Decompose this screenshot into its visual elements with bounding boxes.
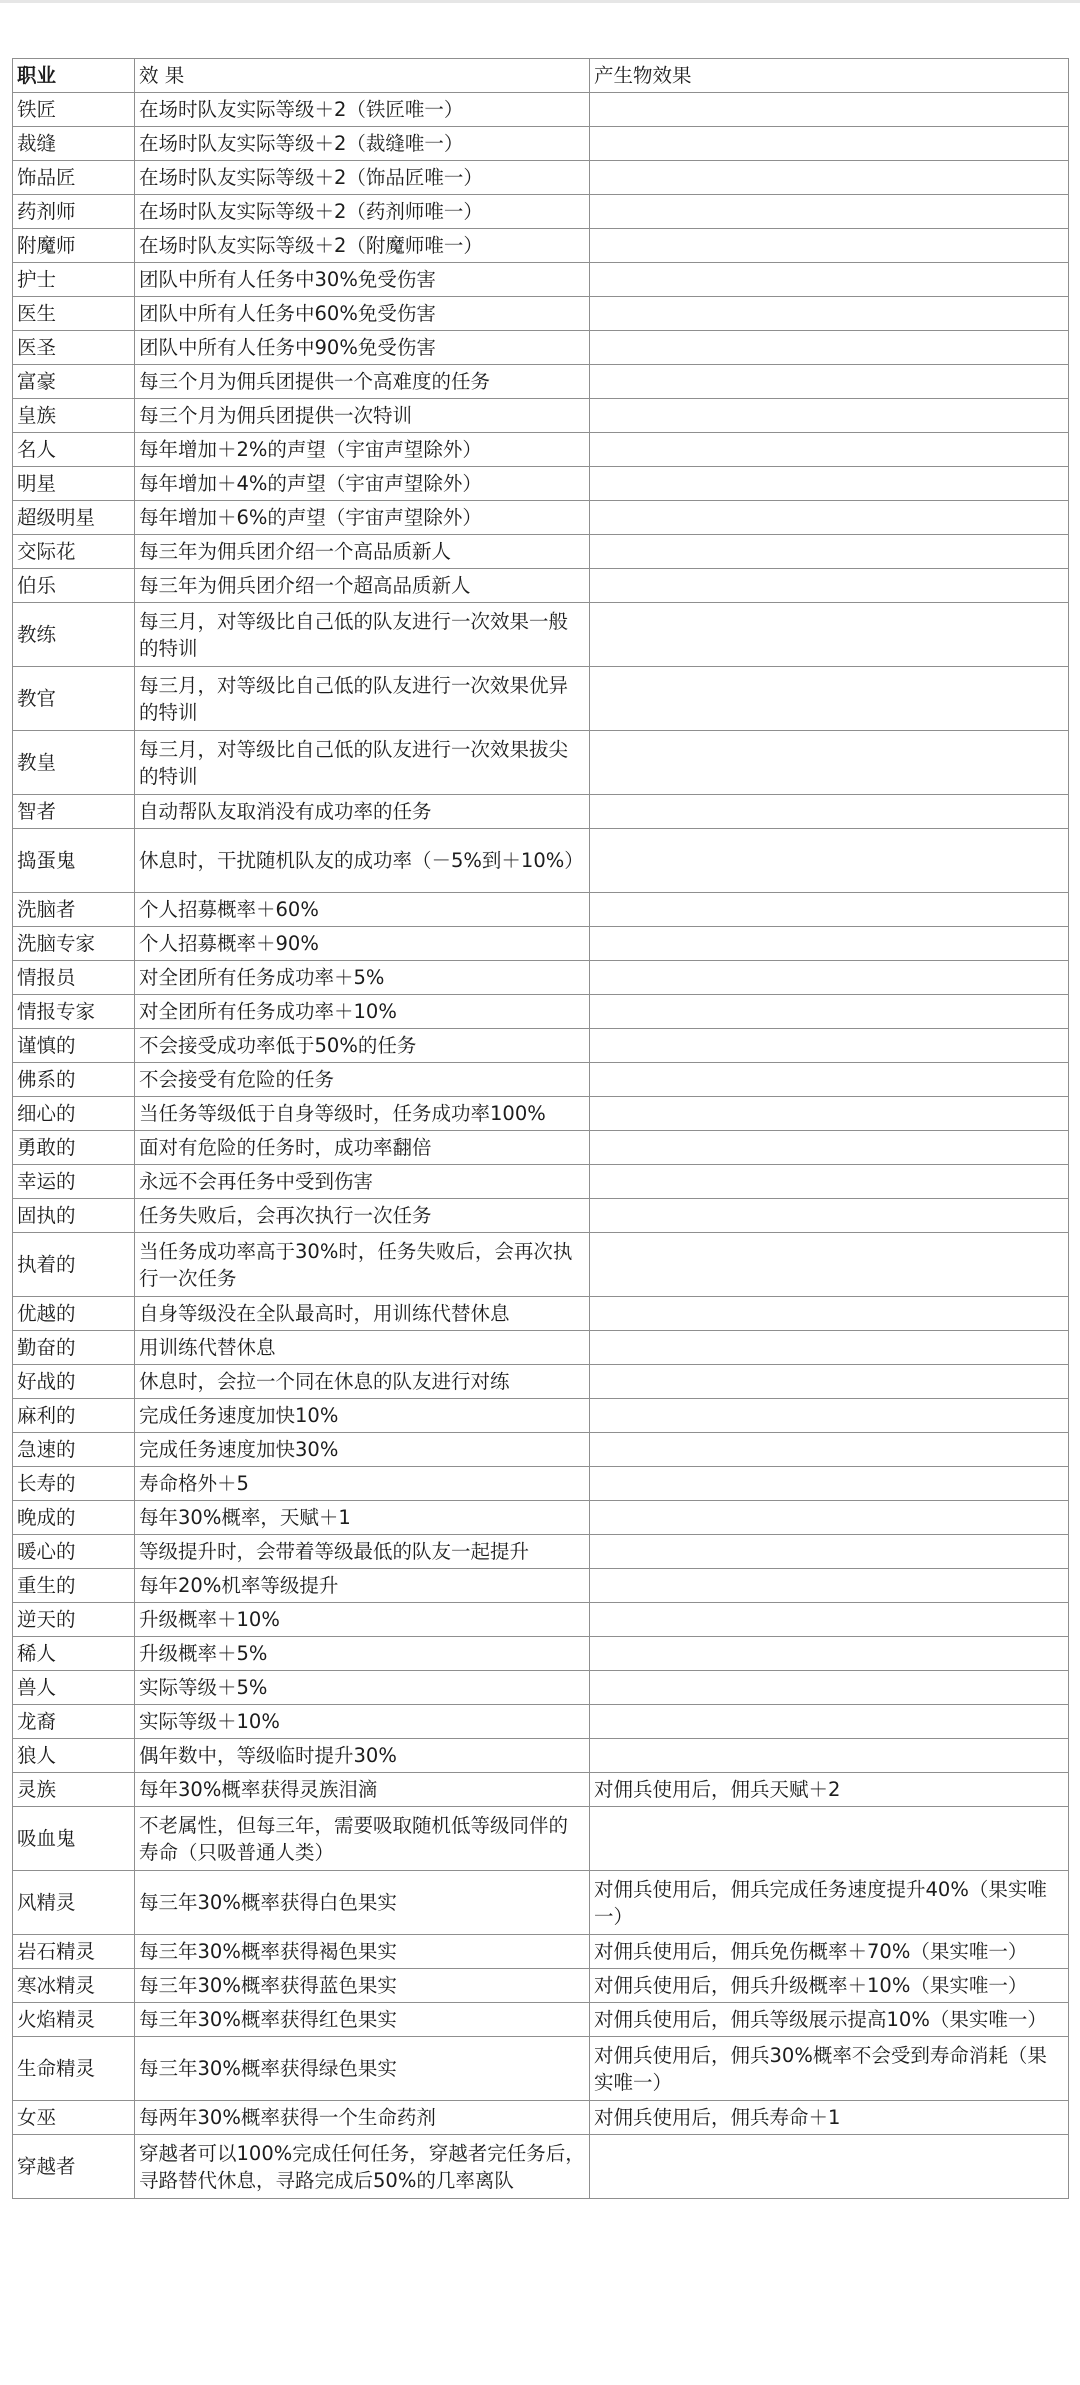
table-row (13, 535, 1069, 569)
table-row (13, 501, 1069, 535)
cell-product (590, 1029, 1069, 1063)
cell-job: 皇族 (13, 399, 135, 433)
table-row (13, 1871, 1069, 1935)
cell-product (590, 961, 1069, 995)
cell-effect: 在场时队友实际等级＋2（铁匠唯一） (135, 93, 590, 127)
table-row (13, 1097, 1069, 1131)
cell-job: 重生的 (13, 1569, 135, 1603)
cell-effect: 团队中所有人任务中60%免受伤害 (135, 297, 590, 331)
cell-effect: 在场时队友实际等级＋2（附魔师唯一） (135, 229, 590, 263)
cell-job: 固执的 (13, 1199, 135, 1233)
cell-product (590, 1433, 1069, 1467)
cell-product (590, 1603, 1069, 1637)
table-row (13, 195, 1069, 229)
cell-effect: 自身等级没在全队最高时，用训练代替休息 (135, 1297, 590, 1331)
cell-effect: 每年增加＋6%的声望（宇宙声望除外） (135, 501, 590, 535)
table-row (13, 667, 1069, 731)
cell-effect: 任务失败后，会再次执行一次任务 (135, 1199, 590, 1233)
cell-effect: 升级概率＋10% (135, 1603, 590, 1637)
cell-product (590, 1637, 1069, 1671)
table-row (13, 1297, 1069, 1331)
cell-effect: 偶年数中，等级临时提升30% (135, 1739, 590, 1773)
cell-effect: 每年增加＋4%的声望（宇宙声望除外） (135, 467, 590, 501)
table-row (13, 1569, 1069, 1603)
cell-job: 长寿的 (13, 1467, 135, 1501)
table-body (13, 93, 1069, 2199)
cell-effect: 在场时队友实际等级＋2（饰品匠唯一） (135, 161, 590, 195)
cell-effect: 每三月，对等级比自己低的队友进行一次效果一般的特训 (135, 603, 590, 667)
cell-product (590, 893, 1069, 927)
cell-job: 执着的 (13, 1233, 135, 1297)
table-row (13, 731, 1069, 795)
table-row (13, 2037, 1069, 2101)
cell-effect: 寿命格外＋5 (135, 1467, 590, 1501)
cell-effect: 团队中所有人任务中90%免受伤害 (135, 331, 590, 365)
table-row (13, 995, 1069, 1029)
cell-effect: 休息时，会拉一个同在休息的队友进行对练 (135, 1365, 590, 1399)
cell-product (590, 995, 1069, 1029)
cell-product (590, 731, 1069, 795)
table-row (13, 1165, 1069, 1199)
cell-job: 洗脑者 (13, 893, 135, 927)
cell-effect: 面对有危险的任务时，成功率翻倍 (135, 1131, 590, 1165)
cell-effect: 每三年为佣兵团介绍一个高品质新人 (135, 535, 590, 569)
table-row (13, 1467, 1069, 1501)
table-row (13, 569, 1069, 603)
table-row (13, 1199, 1069, 1233)
table-row (13, 1131, 1069, 1165)
cell-effect: 每年30%概率，天赋＋1 (135, 1501, 590, 1535)
cell-job: 好战的 (13, 1365, 135, 1399)
cell-job: 医生 (13, 297, 135, 331)
cell-effect: 个人招募概率＋60% (135, 893, 590, 927)
cell-product (590, 229, 1069, 263)
cell-effect: 对全团所有任务成功率＋5% (135, 961, 590, 995)
table-row (13, 1331, 1069, 1365)
cell-effect: 实际等级＋10% (135, 1705, 590, 1739)
cell-job: 风精灵 (13, 1871, 135, 1935)
cell-product (590, 1233, 1069, 1297)
table-row (13, 2135, 1069, 2199)
header-effect: 效 果 (135, 59, 590, 93)
cell-product (590, 569, 1069, 603)
cell-job: 名人 (13, 433, 135, 467)
cell-effect: 不会接受有危险的任务 (135, 1063, 590, 1097)
table-row (13, 1399, 1069, 1433)
table-row (13, 1365, 1069, 1399)
cell-product (590, 399, 1069, 433)
table-row (13, 1029, 1069, 1063)
table-row (13, 161, 1069, 195)
cell-effect: 穿越者可以100%完成任何任务，穿越者完任务后，寻路替代休息，寻路完成后50%的几率离队 (135, 2135, 590, 2199)
cell-job: 教练 (13, 603, 135, 667)
cell-job: 优越的 (13, 1297, 135, 1331)
cell-job: 捣蛋鬼 (13, 829, 135, 893)
cell-job: 超级明星 (13, 501, 135, 535)
cell-product (590, 927, 1069, 961)
cell-job: 寒冰精灵 (13, 1969, 135, 2003)
cell-product (590, 1165, 1069, 1199)
cell-product (590, 1131, 1069, 1165)
cell-effect: 个人招募概率＋90% (135, 927, 590, 961)
cell-job: 明星 (13, 467, 135, 501)
cell-job: 逆天的 (13, 1603, 135, 1637)
cell-effect: 自动帮队友取消没有成功率的任务 (135, 795, 590, 829)
table-row (13, 2003, 1069, 2037)
cell-job: 吸血鬼 (13, 1807, 135, 1871)
cell-product (590, 2135, 1069, 2199)
cell-effect: 每三年30%概率获得红色果实 (135, 2003, 590, 2037)
table-row (13, 1603, 1069, 1637)
table-row (13, 399, 1069, 433)
cell-job: 兽人 (13, 1671, 135, 1705)
cell-job: 饰品匠 (13, 161, 135, 195)
cell-job: 勤奋的 (13, 1331, 135, 1365)
cell-product (590, 1199, 1069, 1233)
table-row (13, 263, 1069, 297)
table-row (13, 297, 1069, 331)
cell-effect: 每年20%机率等级提升 (135, 1569, 590, 1603)
cell-effect: 在场时队友实际等级＋2（裁缝唯一） (135, 127, 590, 161)
top-divider (0, 0, 1080, 3)
cell-job: 生命精灵 (13, 2037, 135, 2101)
cell-job: 女巫 (13, 2101, 135, 2135)
cell-product (590, 1739, 1069, 1773)
table-row (13, 1637, 1069, 1671)
cell-product (590, 1807, 1069, 1871)
table-row (13, 893, 1069, 927)
table-row (13, 1935, 1069, 1969)
cell-product (590, 1501, 1069, 1535)
cell-job: 麻利的 (13, 1399, 135, 1433)
cell-product: 对佣兵使用后，佣兵30%概率不会受到寿命消耗（果实唯一） (590, 2037, 1069, 2101)
cell-job: 情报员 (13, 961, 135, 995)
cell-product (590, 603, 1069, 667)
cell-product: 对佣兵使用后，佣兵完成任务速度提升40%（果实唯一） (590, 1871, 1069, 1935)
cell-product (590, 263, 1069, 297)
table-row (13, 829, 1069, 893)
table-row (13, 2101, 1069, 2135)
cell-job: 洗脑专家 (13, 927, 135, 961)
cell-effect: 每三个月为佣兵团提供一个高难度的任务 (135, 365, 590, 399)
cell-job: 火焰精灵 (13, 2003, 135, 2037)
cell-effect: 每三个月为佣兵团提供一次特训 (135, 399, 590, 433)
cell-job: 稀人 (13, 1637, 135, 1671)
table-header-row (13, 59, 1069, 93)
cell-effect: 休息时，干扰随机队友的成功率（－5%到＋10%） (135, 829, 590, 893)
table-row (13, 1739, 1069, 1773)
cell-job: 教官 (13, 667, 135, 731)
table-row (13, 1705, 1069, 1739)
cell-product (590, 127, 1069, 161)
table-row (13, 433, 1069, 467)
cell-product (590, 195, 1069, 229)
table-row (13, 1773, 1069, 1807)
table-row (13, 1535, 1069, 1569)
cell-job: 护士 (13, 263, 135, 297)
cell-effect: 每三年30%概率获得蓝色果实 (135, 1969, 590, 2003)
cell-product (590, 467, 1069, 501)
table-row (13, 1969, 1069, 2003)
table-row (13, 331, 1069, 365)
cell-job: 药剂师 (13, 195, 135, 229)
cell-product: 对佣兵使用后，佣兵升级概率＋10%（果实唯一） (590, 1969, 1069, 2003)
cell-job: 佛系的 (13, 1063, 135, 1097)
cell-product: 对佣兵使用后，佣兵等级展示提高10%（果实唯一） (590, 2003, 1069, 2037)
cell-product (590, 1467, 1069, 1501)
cell-product: 对佣兵使用后，佣兵寿命＋1 (590, 2101, 1069, 2135)
cell-product (590, 535, 1069, 569)
cell-effect: 不会接受成功率低于50%的任务 (135, 1029, 590, 1063)
cell-product (590, 297, 1069, 331)
cell-product (590, 829, 1069, 893)
cell-effect: 每年30%概率获得灵族泪滴 (135, 1773, 590, 1807)
cell-effect: 每年增加＋2%的声望（宇宙声望除外） (135, 433, 590, 467)
cell-product (590, 1063, 1069, 1097)
table-row (13, 93, 1069, 127)
cell-job: 急速的 (13, 1433, 135, 1467)
cell-job: 情报专家 (13, 995, 135, 1029)
table-row (13, 795, 1069, 829)
cell-effect: 用训练代替休息 (135, 1331, 590, 1365)
table-row (13, 1063, 1069, 1097)
cell-product (590, 1569, 1069, 1603)
cell-job: 穿越者 (13, 2135, 135, 2199)
cell-effect: 永远不会再任务中受到伤害 (135, 1165, 590, 1199)
job-effects-document (12, 58, 1068, 2199)
header-job: 职业 (13, 59, 135, 93)
cell-job: 暖心的 (13, 1535, 135, 1569)
cell-product (590, 331, 1069, 365)
cell-product (590, 1365, 1069, 1399)
cell-product (590, 1297, 1069, 1331)
table-row (13, 467, 1069, 501)
cell-job: 裁缝 (13, 127, 135, 161)
cell-job: 勇敢的 (13, 1131, 135, 1165)
table-row (13, 1233, 1069, 1297)
cell-effect: 每三月，对等级比自己低的队友进行一次效果拔尖的特训 (135, 731, 590, 795)
cell-job: 交际花 (13, 535, 135, 569)
cell-effect: 等级提升时，会带着等级最低的队友一起提升 (135, 1535, 590, 1569)
cell-effect: 在场时队友实际等级＋2（药剂师唯一） (135, 195, 590, 229)
cell-product (590, 1399, 1069, 1433)
cell-product (590, 1331, 1069, 1365)
cell-job: 附魔师 (13, 229, 135, 263)
cell-job: 灵族 (13, 1773, 135, 1807)
cell-effect: 每两年30%概率获得一个生命药剂 (135, 2101, 590, 2135)
cell-job: 富豪 (13, 365, 135, 399)
table-row (13, 1501, 1069, 1535)
table-row (13, 229, 1069, 263)
cell-job: 铁匠 (13, 93, 135, 127)
job-effects-table (12, 58, 1069, 2199)
cell-job: 幸运的 (13, 1165, 135, 1199)
cell-effect: 团队中所有人任务中30%免受伤害 (135, 263, 590, 297)
table-row (13, 603, 1069, 667)
cell-product (590, 161, 1069, 195)
cell-product (590, 1671, 1069, 1705)
cell-effect: 每三月，对等级比自己低的队友进行一次效果优异的特训 (135, 667, 590, 731)
cell-job: 细心的 (13, 1097, 135, 1131)
cell-effect: 每三年30%概率获得褐色果实 (135, 1935, 590, 1969)
cell-effect: 对全团所有任务成功率＋10% (135, 995, 590, 1029)
cell-effect: 实际等级＋5% (135, 1671, 590, 1705)
table-row (13, 961, 1069, 995)
table-row (13, 127, 1069, 161)
cell-job: 医圣 (13, 331, 135, 365)
cell-effect: 当任务成功率高于30%时，任务失败后，会再次执行一次任务 (135, 1233, 590, 1297)
cell-product (590, 795, 1069, 829)
cell-job: 龙裔 (13, 1705, 135, 1739)
cell-job: 岩石精灵 (13, 1935, 135, 1969)
cell-job: 晚成的 (13, 1501, 135, 1535)
cell-effect: 每三年30%概率获得白色果实 (135, 1871, 590, 1935)
cell-job: 狼人 (13, 1739, 135, 1773)
cell-job: 谨慎的 (13, 1029, 135, 1063)
table-row (13, 1433, 1069, 1467)
cell-product: 对佣兵使用后，佣兵天赋＋2 (590, 1773, 1069, 1807)
cell-effect: 完成任务速度加快30% (135, 1433, 590, 1467)
cell-product (590, 1705, 1069, 1739)
cell-product: 对佣兵使用后，佣兵免伤概率＋70%（果实唯一） (590, 1935, 1069, 1969)
table-row (13, 365, 1069, 399)
header-product: 产生物效果 (590, 59, 1069, 93)
table-row (13, 1671, 1069, 1705)
table-row (13, 927, 1069, 961)
cell-effect: 不老属性，但每三年，需要吸取随机低等级同伴的寿命（只吸普通人类） (135, 1807, 590, 1871)
cell-product (590, 93, 1069, 127)
cell-product (590, 667, 1069, 731)
cell-effect: 升级概率＋5% (135, 1637, 590, 1671)
cell-product (590, 433, 1069, 467)
cell-effect: 完成任务速度加快10% (135, 1399, 590, 1433)
cell-product (590, 1535, 1069, 1569)
cell-product (590, 501, 1069, 535)
cell-effect: 每三年为佣兵团介绍一个超高品质新人 (135, 569, 590, 603)
cell-effect: 每三年30%概率获得绿色果实 (135, 2037, 590, 2101)
cell-product (590, 365, 1069, 399)
cell-job: 伯乐 (13, 569, 135, 603)
cell-effect: 当任务等级低于自身等级时，任务成功率100% (135, 1097, 590, 1131)
table-row (13, 1807, 1069, 1871)
cell-product (590, 1097, 1069, 1131)
cell-job: 智者 (13, 795, 135, 829)
cell-job: 教皇 (13, 731, 135, 795)
